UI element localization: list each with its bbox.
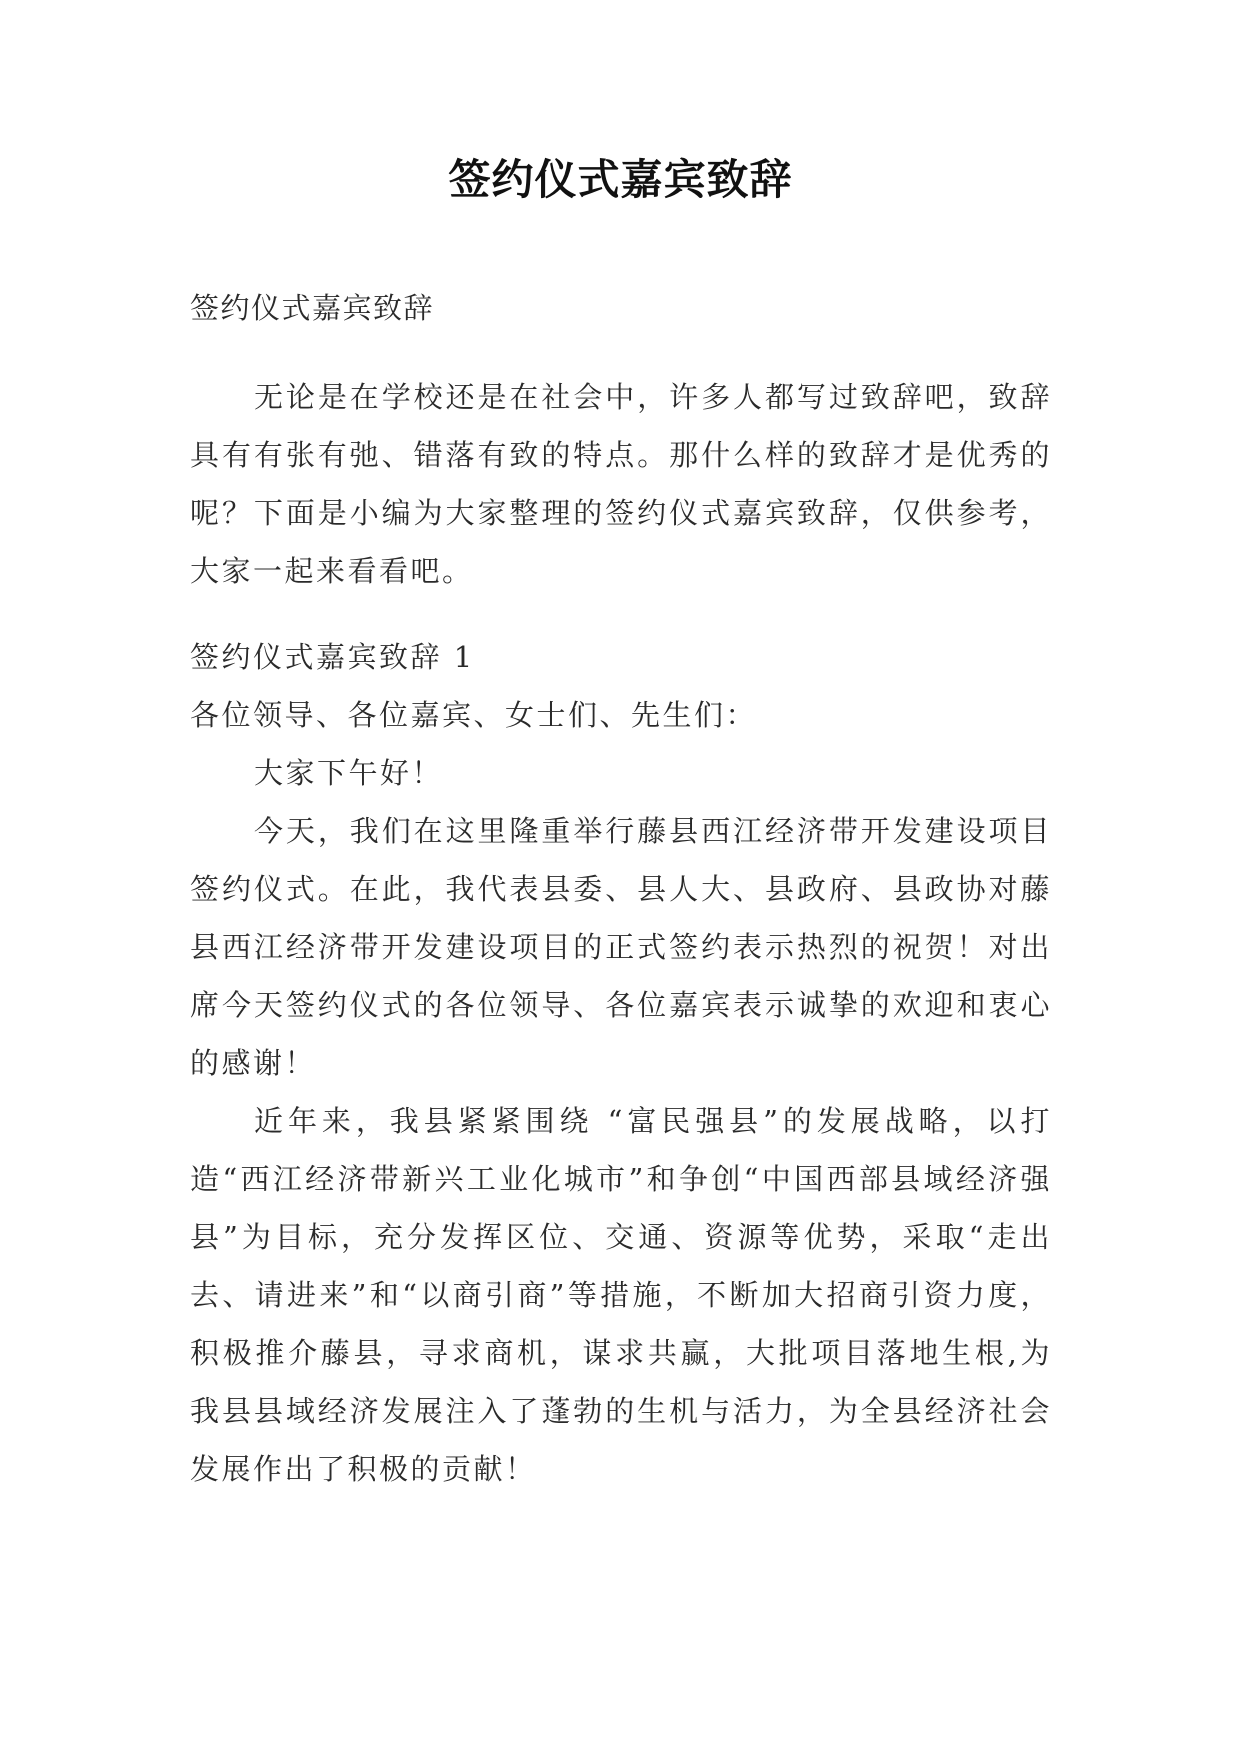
document-subheading: 签约仪式嘉宾致辞	[190, 291, 435, 325]
document-title: 签约仪式嘉宾致辞	[448, 155, 793, 204]
speech-paragraph-2: 近年来，我县紧紧围绕 “富民强县”的发展战略，以打造“西江经济带新兴工业化城市”和争创“中国西部县域经济强县”为目标，充分发挥区位、交通、资源等优势，采取“走出去、请进来”和“以商引商”等措施，不断加大招商引资力度，积极推介藤县，寻求商机，谋求共赢，大批项目落地生根,为我县县域经济发展注入了蓬勃的生机与活力，为全县经济社会发展作出了积极的贡献！	[190, 1104, 1052, 1486]
salutation: 各位领导、各位嘉宾、女士们、先生们：	[190, 698, 758, 732]
speech-paragraph-1: 今天，我们在这里隆重举行藤县西江经济带开发建设项目签约仪式。在此，我代表县委、县人大、县政府、县政协对藤县西江经济带开发建设项目的正式签约表示热烈的祝贺！对出席今天签约仪式的各位领导、各位嘉宾表示诚挚的欢迎和衷心的感谢！	[190, 814, 1052, 1080]
greeting: 大家下午好！	[254, 756, 444, 790]
speech-body	[190, 628, 1052, 1498]
intro-paragraph: 无论是在学校还是在社会中，许多人都写过致辞吧，致辞具有有张有弛、错落有致的特点。那什么样的致辞才是优秀的呢？下面是小编为大家整理的签约仪式嘉宾致辞，仅供参考，大家一起来看看吧。	[190, 380, 1052, 588]
section-title: 签约仪式嘉宾致辞 1	[190, 640, 475, 674]
intro-paragraph-block	[190, 368, 1052, 600]
